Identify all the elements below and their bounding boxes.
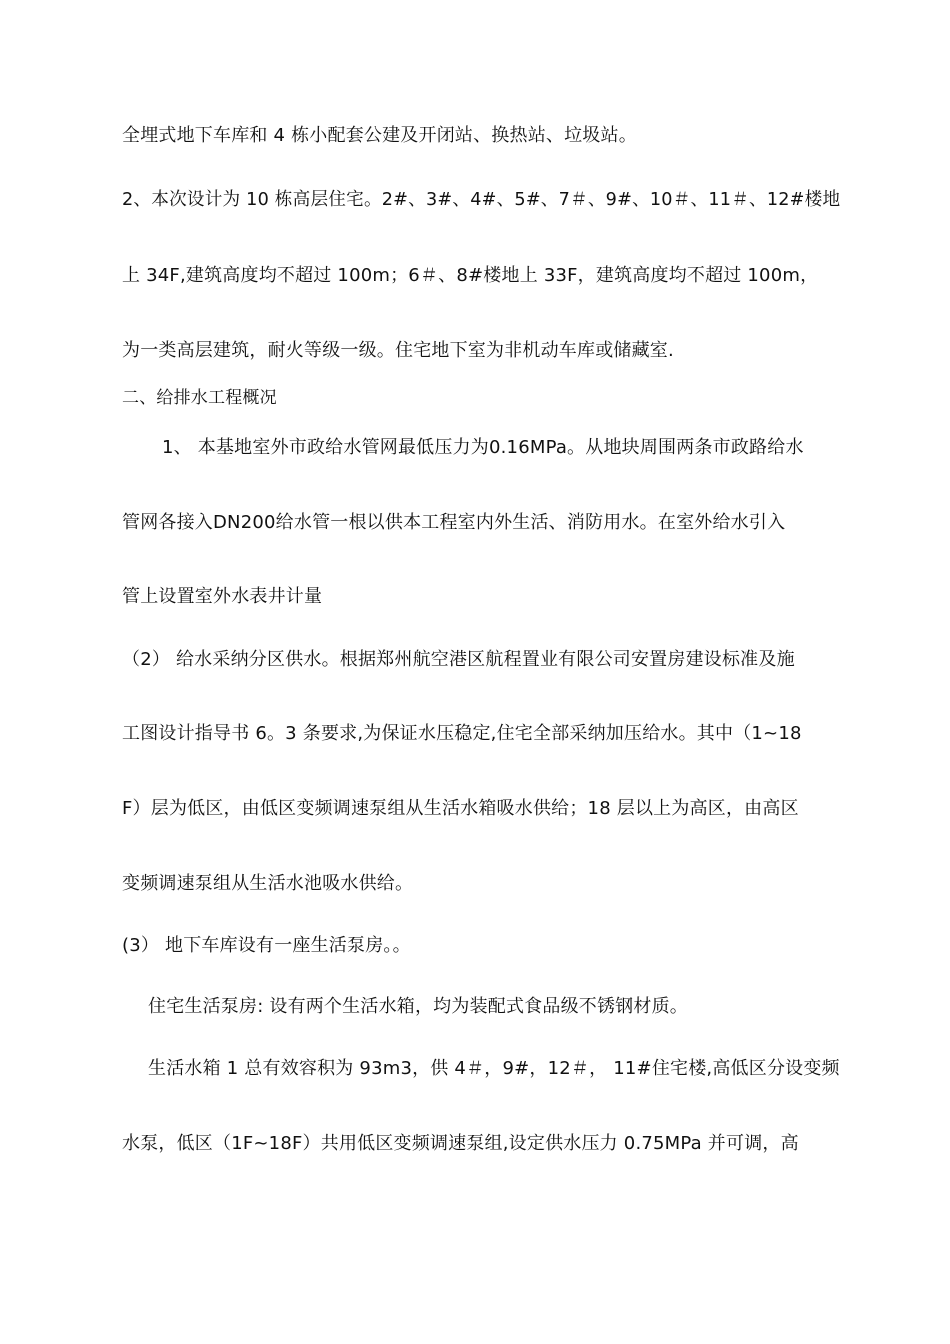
paragraph-line-8: 管上设置室外水表井计量: [122, 586, 323, 607]
paragraph-line-14: 住宅生活泵房: 设有两个生活水箱，均为装配式食品级不锈钢材质。: [148, 996, 688, 1017]
paragraph-line-4: 为一类高层建筑，耐火等级一级。住宅地下室为非机动车库或储藏室.: [122, 340, 674, 361]
paragraph-line-3: 上 34F,建筑高度均不超过 100m；6＃、8#楼地上 33F，建筑高度均不超过 100m，: [122, 265, 819, 286]
paragraph-line-9: （2） 给水采纳分区供水。根据郑州航空港区航程置业有限公司安置房建设标准及施: [122, 649, 795, 670]
paragraph-line-12: 变频调速泵组从生活水池吸水供给。: [122, 873, 414, 894]
paragraph-line-11: F）层为低区，由低区变频调速泵组从生活水箱吸水供给；18 层以上为高区，由高区: [122, 798, 799, 819]
paragraph-line-10: 工图设计指导书 6。3 条要求,为保证水压稳定,住宅全部采纳加压给水。其中（1~18: [122, 723, 802, 744]
paragraph-line-2: 2、本次设计为 10 栋高层住宅。2#、3#、4#、5#、7＃、9#、10＃、11＃、12#楼地: [122, 189, 841, 210]
paragraph-line-16: 水泵，低区（1F~18F）共用低区变频调速泵组,设定供水压力 0.75MPa 并可调，高: [122, 1133, 799, 1154]
paragraph-line-13: (3） 地下车库设有一座生活泵房。。: [122, 935, 411, 956]
paragraph-line-6: 1、 本基地室外市政给水管网最低压力为0.16MPa。从地块周围两条市政路给水: [162, 437, 804, 458]
paragraph-line-1: 全埋式地下车库和 4 栋小配套公建及开闭站、换热站、垃圾站。: [122, 125, 637, 146]
section-heading: 二、给排水工程概况: [122, 388, 277, 408]
paragraph-line-15: 生活水箱 1 总有效容积为 93m3，供 4＃，9#，12＃， 11#住宅楼,高低区分设变频: [148, 1058, 840, 1079]
paragraph-line-7: 管网各接入DN200给水管一根以供本工程室内外生活、消防用水。在室外给水引入: [122, 512, 786, 533]
